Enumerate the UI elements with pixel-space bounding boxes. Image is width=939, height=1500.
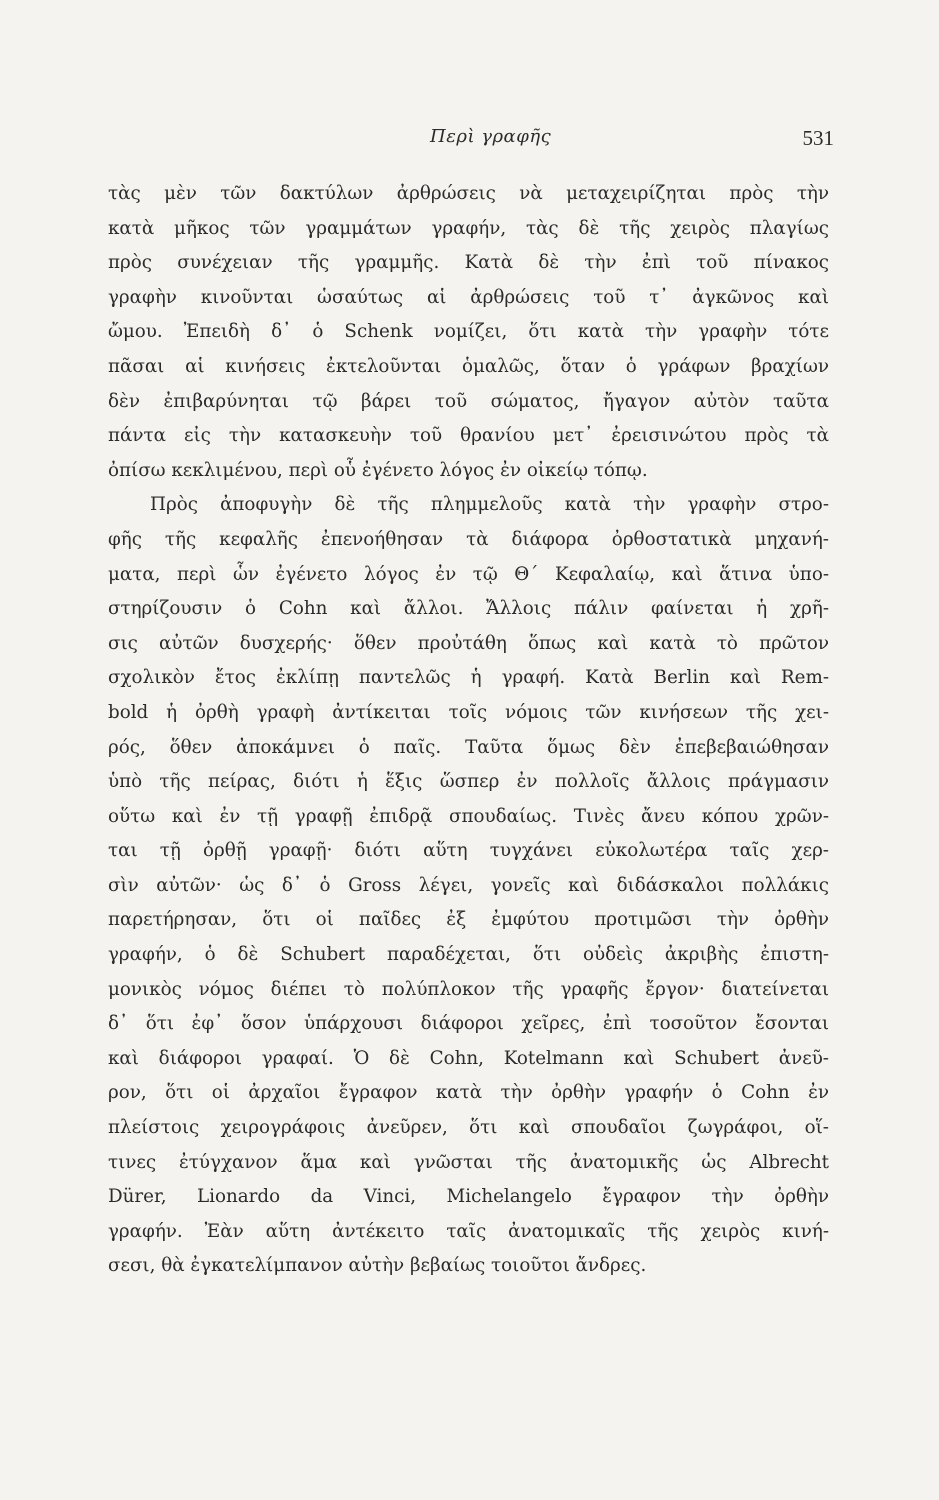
text-line: γραφήν, ὁ δὲ Schubert παραδέχεται, ὅτι οὐδεὶς ἀκριβὴς ἐπιστη- (108, 944, 829, 966)
text-line: ματα, περὶ ὧν ἐγένετο λόγος ἐν τῷ Θ΄ Κεφαλαίῳ, καὶ ἅτινα ὑπο- (108, 563, 829, 585)
text-line: τὰς μὲν τῶν δακτύλων ἀρθρώσεις νὰ μεταχειρίζηται πρὸς τὴν (108, 183, 829, 204)
text-line: τινες ἐτύγχανον ἅμα καὶ γνῶσται τῆς ἀνατομικῆς ὡς Albrecht (108, 1151, 829, 1173)
text-line: πάντα εἰς τὴν κατασκευὴν τοῦ θρανίου μετ᾽ ἐρεισινώτου πρὸς τὰ (108, 425, 829, 447)
paragraph (108, 488, 829, 1284)
text-line: γραφήν. Ἐὰν αὕτη ἀντέκειτο ταῖς ἀνατομικαῖς τῆς χειρὸς κινή- (108, 1220, 829, 1242)
text-line: δ᾽ ὅτι ἐφ᾽ ὅσον ὑπάρχουσι διάφοροι χεῖρες, ἐπὶ τοσοῦτον ἔσονται (108, 1013, 829, 1035)
text-line: σις αὐτῶν δυσχερής· ὅθεν προὐτάθη ὅπως καὶ κατὰ τὸ πρῶτον (108, 632, 829, 654)
text-line: Dürer, Lionardo da Vinci, Michelangelo ἔγραφον τὴν ὀρθὴν (108, 1186, 829, 1208)
text-line: σχολικὸν ἔτος ἐκλίπῃ παντελῶς ἡ γραφή. Κατὰ Berlin καὶ Rem- (108, 667, 829, 689)
paragraph (108, 177, 829, 488)
text-line: ρός, ὅθεν ἀποκάμνει ὁ παῖς. Ταῦτα ὅμως δὲν ἐπεβεβαιώθησαν (108, 736, 829, 758)
body-text (108, 177, 829, 1284)
text-line: μονικὸς νόμος διέπει τὸ πολύπλοκον τῆς γραφῆς ἔργον· διατείνεται (108, 978, 829, 1000)
text-line: στηρίζουσιν ὁ Cohn καὶ ἄλλοι. Ἄλλοις πάλιν φαίνεται ἡ χρῆ- (108, 598, 829, 620)
text-line: bold ἡ ὀρθὴ γραφὴ ἀντίκειται τοῖς νόμοις τῶν κινήσεων τῆς χει- (108, 701, 829, 723)
text-line: ὑπὸ τῆς πείρας, διότι ἡ ἕξις ὥσπερ ἐν πολλοῖς ἄλλοις πράγμασιν (108, 771, 829, 793)
text-line: οὕτω καὶ ἐν τῇ γραφῇ ἐπιδρᾷ σπουδαίως. Τινὲς ἄνευ κόπου χρῶν- (108, 805, 829, 827)
text-line: δὲν ἐπιβαρύνηται τῷ βάρει τοῦ σώματος, ἤγαγον αὐτὸν ταῦτα (108, 390, 829, 412)
text-line: γραφὴν κινοῦνται ὡσαύτως αἱ ἀρθρώσεις τοῦ τ᾽ ἀγκῶνος καὶ (108, 286, 829, 308)
running-head (0, 126, 939, 156)
text-line: σὶν αὐτῶν· ὡς δ᾽ ὁ Gross λέγει, γονεῖς καὶ διδάσκαλοι πολλάκις (108, 874, 829, 896)
text-line: ται τῇ ὀρθῇ γραφῇ· διότι αὕτη τυγχάνει εὐκολωτέρα ταῖς χερ- (108, 840, 829, 862)
text-line: ρον, ὅτι οἱ ἀρχαῖοι ἔγραφον κατὰ τὴν ὀρθὴν γραφήν ὁ Cohn ἐν (108, 1082, 829, 1104)
page-number: 531 (802, 126, 834, 150)
text-line: Πρὸς ἀποφυγὴν δὲ τῆς πλημμελοῦς κατὰ τὴν γραφὴν στρο- (150, 494, 829, 516)
text-line: σεσι, θὰ ἐγκατελίμπανον αὐτὴν βεβαίως τοιοῦτοι ἄνδρες. (108, 1255, 647, 1277)
text-line: φῆς τῆς κεφαλῆς ἐπενοήθησαν τὰ διάφορα ὀρθοστατικὰ μηχανή- (108, 528, 829, 550)
text-line: ὤμου. Ἐπειδὴ δ᾽ ὁ Schenk νομίζει, ὅτι κατὰ τὴν γραφὴν τότε (108, 321, 829, 343)
text-line: κατὰ μῆκος τῶν γραμμάτων γραφήν, τὰς δὲ τῆς χειρὸς πλαγίως (108, 217, 829, 239)
text-line: ὀπίσω κεκλιμένου, περὶ οὗ ἐγένετο λόγος ἐν οἰκείῳ τόπῳ. (108, 459, 648, 481)
running-title: Περὶ γραφῆς (430, 126, 552, 147)
text-line: παρετήρησαν, ὅτι οἱ παῖδες ἐξ ἐμφύτου προτιμῶσι τὴν ὀρθὴν (108, 909, 829, 931)
text-line: καὶ διάφοροι γραφαί. Ὁ δὲ Cohn, Kotelmann καὶ Schubert ἀνεῦ- (108, 1047, 829, 1069)
text-line: πλείστοις χειρογράφοις ἀνεῦρεν, ὅτι καὶ σπουδαῖοι ζωγράφοι, οἵ- (108, 1117, 829, 1139)
text-line: πρὸς συνέχειαν τῆς γραμμῆς. Κατὰ δὲ τὴν ἐπὶ τοῦ πίνακος (108, 252, 829, 274)
text-line: πᾶσαι αἱ κινήσεις ἐκτελοῦνται ὁμαλῶς, ὅταν ὁ γράφων βραχίων (108, 355, 829, 377)
